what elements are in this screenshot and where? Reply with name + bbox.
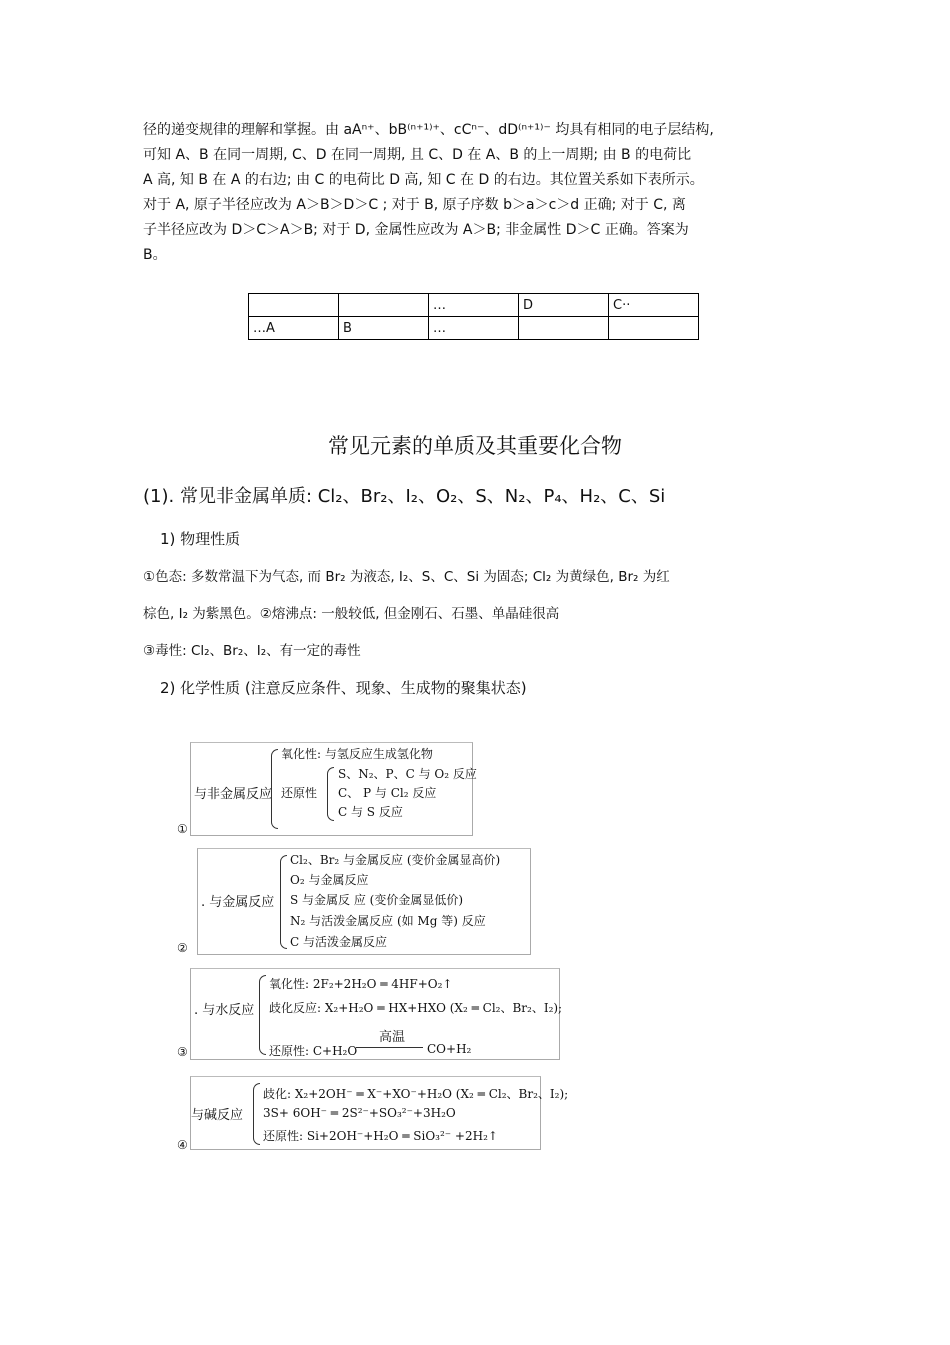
diagram-item: C 与 S 反应: [338, 805, 403, 819]
diagram-item: 还原性: C+H₂O: [269, 1044, 358, 1058]
table-cell: …: [429, 294, 519, 317]
diagram-label: 与碱反应: [191, 1108, 244, 1123]
table-row: [249, 294, 699, 317]
intro-line: 可知 A、B 在同一周期, C、D 在同一周期, 且 C、D 在 A、B 的上一周期; 由 B 的电荷比: [143, 147, 692, 163]
intro-line: A 高, 知 B 在 A 的右边; 由 C 的电荷比 D 高, 知 C 在 D 的右边。其位置关系如下表所示。: [143, 172, 704, 188]
diagram-item: C、 P 与 Cl₂ 反应: [338, 786, 437, 800]
physical-line: ①色态: 多数常温下为气态, 而 Br₂ 为液态, I₂、S、C、Si 为固态; Cl₂ 为黄绿色, Br₂ 为红: [143, 569, 670, 585]
diagram-item: S、N₂、P、C 与 O₂ 反应: [338, 767, 477, 781]
diagram-item: C 与活泼金属反应: [290, 935, 387, 949]
diagram-item: 还原性: Si+2OH⁻+H₂O ═ SiO₃²⁻ +2H₂↑: [263, 1129, 498, 1143]
diagram-item: 还原性: [281, 786, 318, 800]
table-cell: [339, 294, 429, 317]
table-cell: C··: [609, 294, 699, 317]
diagram-item: 氧化性: 与氢反应生成氢化物: [281, 747, 433, 761]
diagram-item: 歧化反应: X₂+H₂O ═ HX+HXO (X₂ ═ Cl₂、Br₂、I₂);: [269, 1001, 563, 1015]
diagram-item: 歧化: X₂+2OH⁻ ═ X⁻+XO⁻+H₂O (X₂ ═ Cl₂、Br₂、I₂);: [263, 1087, 569, 1101]
diagram-item: 3S+ 6OH⁻ ═ 2S²⁻+SO₃²⁻+3H₂O: [263, 1106, 456, 1120]
diagram-base: [190, 1076, 569, 1150]
diagram-metal: [197, 848, 531, 955]
table-cell: [249, 294, 339, 317]
condition-label: 高温: [379, 1030, 406, 1045]
brace-icon: [259, 975, 266, 1055]
table-row: [249, 317, 699, 340]
diagram-water: [190, 968, 563, 1060]
diagram-number: ①: [177, 822, 188, 836]
chemical-properties-heading: 2) 化学性质 (注意反应条件、现象、生成物的聚集状态): [160, 679, 527, 697]
intro-paragraph: [143, 118, 808, 268]
diagram-number: ②: [177, 941, 188, 955]
section-heading: (1). 常见非金属单质: Cl₂、Br₂、I₂、O₂、S、N₂、P₄、H₂、C、Si: [143, 486, 666, 507]
brace-icon: [280, 855, 287, 949]
physical-properties-heading: 1) 物理性质: [160, 530, 241, 548]
table-cell: [609, 317, 699, 340]
physical-line: ③毒性: Cl₂、Br₂、I₂、有一定的毒性: [143, 643, 361, 659]
diagram-item: O₂ 与金属反应: [290, 873, 369, 887]
brace-icon: [271, 749, 278, 829]
table-cell: [519, 317, 609, 340]
diagram-label: . 与金属反应: [201, 895, 275, 910]
section-title: 常见元素的单质及其重要化合物: [328, 434, 622, 458]
diagram-item: Cl₂、Br₂ 与金属反应 (变价金属显高价): [290, 853, 501, 867]
diagram-number: ③: [177, 1045, 188, 1059]
brace-icon: [253, 1083, 260, 1145]
diagram-label: 与非金属反应: [194, 787, 273, 802]
intro-line: 子半径应改为 D＞C＞A＞B; 对于 D, 金属性应改为 A＞B; 非金属性 D＞C 正确。答案为: [143, 222, 689, 238]
diagram-label: . 与水反应: [194, 1003, 255, 1018]
table-cell: B: [339, 317, 429, 340]
table-cell: D: [519, 294, 609, 317]
diagram-item: 氧化性: 2F₂+2H₂O ═ 4HF+O₂↑: [269, 977, 453, 991]
intro-line: 径的递变规律的理解和掌握。由 aAⁿ⁺、bB⁽ⁿ⁺¹⁾⁺、cCⁿ⁻、dD⁽ⁿ⁺¹⁾⁻ 均具有相同的电子层结构,: [143, 122, 714, 138]
intro-line: 对于 A, 原子半径应改为 A＞B＞D＞C ; 对于 B, 原子序数 b＞a＞c＞d 正确; 对于 C, 离: [143, 197, 686, 213]
position-table: [248, 293, 699, 340]
physical-line: 棕色, I₂ 为紫黑色。②熔沸点: 一般较低, 但金刚石、石墨、单晶硅很高: [143, 606, 560, 622]
reaction-arrow: [356, 1047, 423, 1048]
brace-icon: [327, 767, 334, 821]
intro-line: B。: [143, 247, 167, 263]
diagram-item: N₂ 与活泼金属反应 (如 Mg 等) 反应: [290, 914, 486, 928]
diagram-number: ④: [177, 1138, 188, 1152]
table-cell: …: [429, 317, 519, 340]
diagram-item: S 与金属反 应 (变价金属显低价): [290, 893, 464, 907]
diagram-nonmetal: [190, 742, 477, 836]
diagram-item: CO+H₂: [427, 1042, 472, 1056]
table-cell: …A: [249, 317, 339, 340]
